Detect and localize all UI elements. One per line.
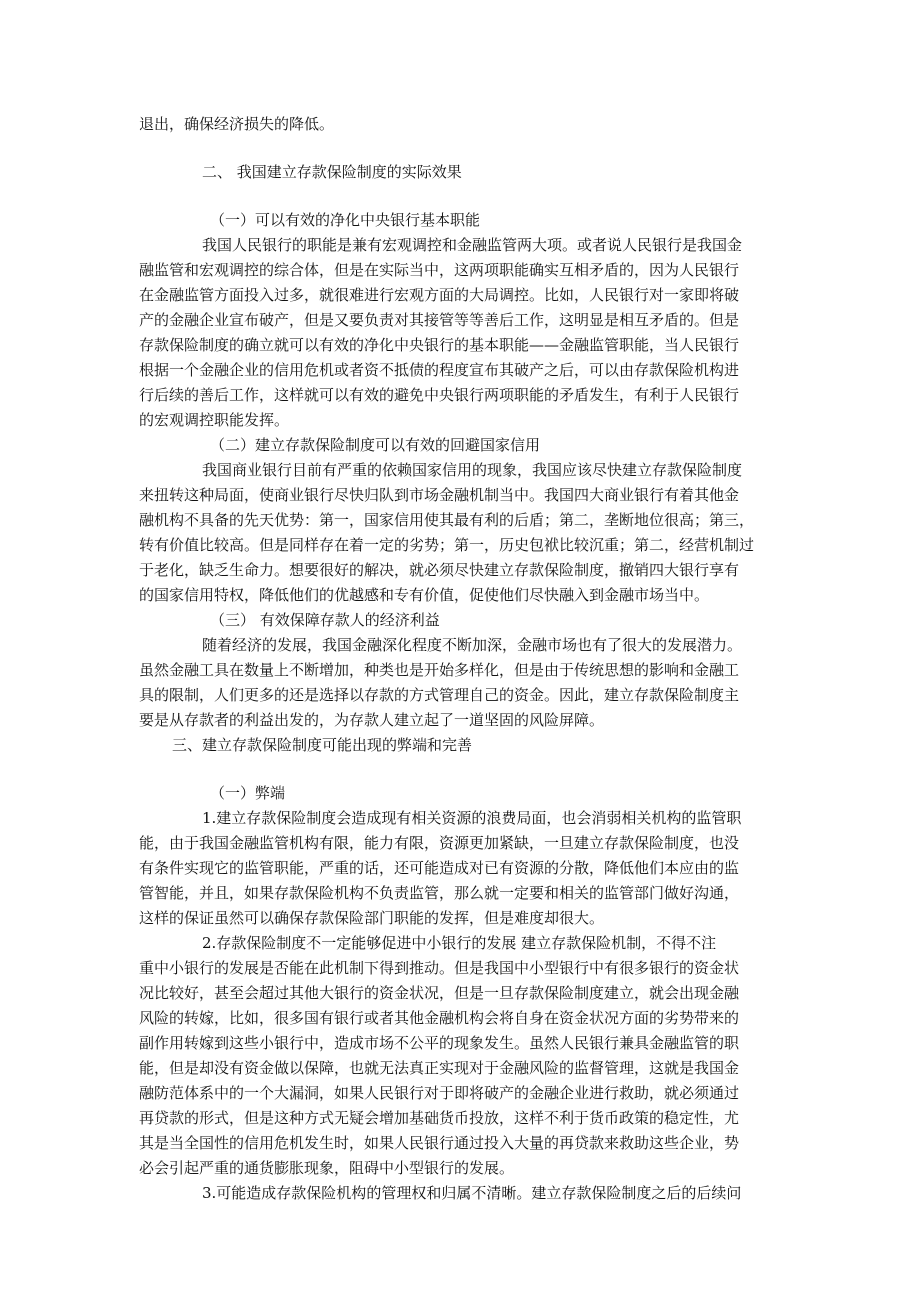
text-line: 风险的转嫁，比如，很多国有银行或者其他金融机构会将自身在资金状况方面的劣势带来的 — [139, 1009, 740, 1027]
text-line: 在金融监管方面投入过多，就很难进行宏观方面的大局调控。比如，人民银行对一家即将破 — [139, 286, 740, 304]
text-line: 3.可能造成存款保险机构的管理权和归属不清晰。建立存款保险制度之后的后续问 — [202, 1184, 742, 1202]
text-line: 根据一个金融企业的信用危机或者资不抵债的程度宣布其破产之后，可以由存款保险机构进 — [139, 361, 740, 379]
text-line: 退出，确保经济损失的降低。 — [139, 115, 335, 133]
text-line: 的宏观调控职能发挥。 — [139, 411, 290, 429]
text-line: 1.建立存款保险制度会造成现有相关资源的浪费局面，也会消弱相关机构的监管职 — [202, 809, 742, 827]
subsection-2-2-heading: （二）建立存款保险制度可以有效的回避国家信用 — [210, 436, 541, 454]
text-line: 副作用转嫁到这些小银行中，造成市场不公平的现象发生。虽然人民银行兼具金融监管的职 — [139, 1034, 740, 1052]
text-line: 必会引起严重的通货膨胀现象，阻碍中小型银行的发展。 — [139, 1159, 515, 1177]
text-line: 转有价值比较高。但是同样存在着一定的劣势；第一，历史包袱比较沉重；第二，经营机制过 — [139, 536, 755, 554]
text-line: 能，但是却没有资金做以保障，也就无法真正实现对于金融风险的监督管理，这就是我国金 — [139, 1059, 740, 1077]
section-2-heading: 二、 我国建立存款保险制度的实际效果 — [202, 163, 462, 181]
text-line: 融防范体系中的一个大漏洞，如果人民银行对于即将破产的金融企业进行救助，就必须通过 — [139, 1084, 740, 1102]
subsection-3-1-heading: （一）弊端 — [210, 784, 286, 802]
text-line: 的国家信用特权，降低他们的优越感和专有价值，促使他们尽快融入到金融市场当中。 — [139, 586, 710, 604]
text-line: 再贷款的形式，但是这种方式无疑会增加基础货币投放，这样不利于货币政策的稳定性，尤 — [139, 1109, 740, 1127]
section-3-heading: 三、建立存款保险制度可能出现的弊端和完善 — [172, 736, 473, 754]
text-line: 行后续的善后工作，这样就可以有效的避免中央银行两项职能的矛盾发生，有利于人民银行 — [139, 386, 740, 404]
text-line: 2.存款保险制度不一定能够促进中小银行的发展 建立存款保险机制，不得不注 — [202, 934, 717, 952]
text-line: 我国商业银行目前有严重的依赖国家信用的现象，我国应该尽快建立存款保险制度 — [202, 461, 743, 479]
text-line: 管智能，并且，如果存款保险机构不负责监管，那么就一定要和相关的监管部门做好沟通， — [139, 884, 740, 902]
text-line: 其是当全国性的信用危机发生时，如果人民银行通过投入大量的再贷款来救助这些企业，势 — [139, 1134, 740, 1152]
text-line: 我国人民银行的职能是兼有宏观调控和金融监管两大项。或者说人民银行是我国金 — [202, 236, 743, 254]
text-line: 具的限制，人们更多的还是选择以存款的方式管理自己的资金。因此，建立存款保险制度主 — [139, 686, 740, 704]
text-line: 有条件实现它的监管职能，严重的话，还可能造成对已有资源的分散，降低他们本应由的监 — [139, 859, 740, 877]
text-line: 重中小银行的发展是否能在此机制下得到推动。但是我国中小型银行中有很多银行的资金状 — [139, 959, 740, 977]
subsection-2-1-heading: （一）可以有效的净化中央银行基本职能 — [210, 211, 481, 229]
text-line: 融监管和宏观调控的综合体，但是在实际当中，这两项职能确实互相矛盾的，因为人民银行 — [139, 261, 740, 279]
text-line: 能，由于我国金融监管机构有限，能力有限，资源更加紧缺，一旦建立存款保险制度，也没 — [139, 834, 740, 852]
text-line: 融机构不具备的先天优势：第一，国家信用使其最有利的后盾；第二，垄断地位很高；第三， — [139, 511, 755, 529]
text-line: 产的金融企业宣布破产，但是又要负责对其接管等等善后工作，这明显是相互矛盾的。但是 — [139, 311, 740, 329]
text-line: 存款保险制度的确立就可以有效的净化中央银行的基本职能——金融监管职能，当人民银行 — [139, 336, 740, 354]
text-line: 虽然金融工具在数量上不断增加，种类也是开始多样化，但是由于传统思想的影响和金融工 — [139, 661, 740, 679]
text-line: 于老化，缺乏生命力。想要很好的解决，就必须尽快建立存款保险制度，撤销四大银行享有 — [139, 561, 740, 579]
text-line: 要是从存款者的利益出发的，为存款人建立起了一道坚固的风险屏障。 — [139, 711, 605, 729]
text-line: 这样的保证虽然可以确保存款保险部门职能的发挥，但是难度却很大。 — [139, 909, 605, 927]
text-line: 况比较好，甚至会超过其他大银行的资金状况，但是一旦存款保险制度建立，就会出现金融 — [139, 984, 740, 1002]
text-line: 来扭转这种局面，使商业银行尽快归队到市场金融机制当中。我国四大商业银行有着其他金 — [139, 486, 740, 504]
text-line: 随着经济的发展，我国金融深化程度不断加深，金融市场也有了很大的发展潜力。 — [202, 636, 743, 654]
subsection-2-3-heading: （三） 有效保障存款人的经济利益 — [210, 611, 440, 629]
